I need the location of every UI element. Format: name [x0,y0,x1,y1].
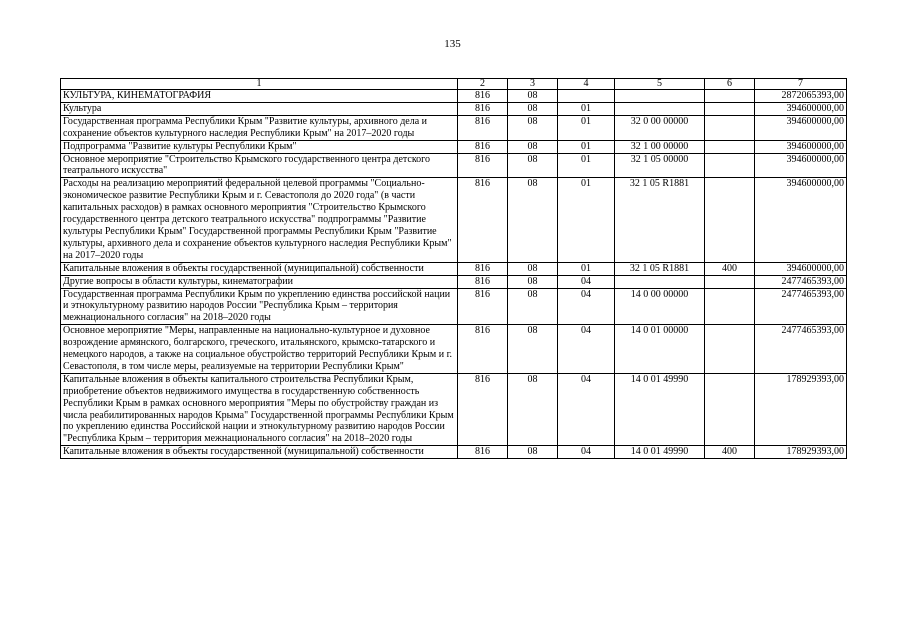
expense-type-cell: 400 [705,446,755,459]
page-number: 135 [444,38,461,50]
subsection-code-cell: 01 [558,102,615,115]
subsection-code-cell: 04 [558,373,615,445]
table-row [61,102,847,115]
amount-cell: 394600000,00 [755,115,847,140]
item-name-cell: Капитальные вложения в объекты государственной (муниципальной) собственности [61,262,458,275]
ministry-code-cell: 816 [458,373,508,445]
target-article-cell [615,90,705,103]
table-row [61,275,847,288]
item-name-cell: Капитальные вложения в объекты государственной (муниципальной) собственности [61,446,458,459]
item-name-cell: Капитальные вложения в объекты капитального строительства Республики Крым, приобретение объектов недвижимого имущества в государственную собственность Республики Крым в рамках основного мероприятия "Меры по обустройству граждан из числа реабилитированных народов Крыма" Государственной программы Республики Крым по укреплению единства Российской нации и этнокультурному развитию народов России "Республика Крым – территория межнационального согласия" на 2018–2020 годы [61,373,458,445]
ministry-code-cell: 816 [458,115,508,140]
subsection-code-cell: 04 [558,288,615,325]
ministry-code-cell: 816 [458,102,508,115]
section-code-cell: 08 [508,178,558,262]
column-header: 1 [61,79,458,90]
budget-table [60,78,847,459]
section-code-cell: 08 [508,275,558,288]
ministry-code-cell: 816 [458,446,508,459]
expense-type-cell [705,288,755,325]
subsection-code-cell: 01 [558,178,615,262]
section-code-cell: 08 [508,102,558,115]
subsection-code-cell: 01 [558,153,615,178]
target-article-cell: 32 1 05 R1881 [615,178,705,262]
column-header: 3 [508,79,558,90]
table-row [61,446,847,459]
subsection-code-cell: 04 [558,325,615,374]
expense-type-cell [705,325,755,374]
ministry-code-cell: 816 [458,90,508,103]
ministry-code-cell: 816 [458,275,508,288]
target-article-cell: 32 0 00 00000 [615,115,705,140]
item-name-cell: КУЛЬТУРА, КИНЕМАТОГРАФИЯ [61,90,458,103]
column-header: 5 [615,79,705,90]
expense-type-cell [705,178,755,262]
target-article-cell [615,102,705,115]
ministry-code-cell: 816 [458,153,508,178]
section-code-cell: 08 [508,153,558,178]
amount-cell: 178929393,00 [755,373,847,445]
amount-cell: 178929393,00 [755,446,847,459]
ministry-code-cell: 816 [458,325,508,374]
item-name-cell: Другие вопросы в области культуры, кинематографии [61,275,458,288]
ministry-code-cell: 816 [458,178,508,262]
expense-type-cell [705,90,755,103]
item-name-cell: Расходы на реализацию мероприятий федеральной целевой программы "Социально-экономическое развитие Республики Крым и г. Севастополя до 2020 года" (в части капитальных расходов) в рамках основного мероприятия "Строительство Крымского государственного центра детского театрального искусства" подпрограммы "Развитие культуры Республики Крым" Государственной программы Республики Крым "Развитие культуры, архивного дела и сохранение объектов культурного наследия Республики Крым" на 2017–2020 годы [61,178,458,262]
item-name-cell: Основное мероприятие "Строительство Крымского государственного центра детского театрального искусства" [61,153,458,178]
expense-type-cell [705,115,755,140]
item-name-cell: Государственная программа Республики Крым "Развитие культуры, архивного дела и сохранение объектов культурного наследия Республики Крым" на 2017–2020 годы [61,115,458,140]
amount-cell: 394600000,00 [755,153,847,178]
amount-cell: 2872065393,00 [755,90,847,103]
amount-cell: 394600000,00 [755,102,847,115]
ministry-code-cell: 816 [458,262,508,275]
section-code-cell: 08 [508,262,558,275]
ministry-code-cell: 816 [458,140,508,153]
table-row [61,288,847,325]
subsection-code-cell [558,90,615,103]
target-article-cell: 14 0 00 00000 [615,288,705,325]
subsection-code-cell: 04 [558,446,615,459]
expense-type-cell [705,102,755,115]
section-code-cell: 08 [508,140,558,153]
target-article-cell: 14 0 01 00000 [615,325,705,374]
subsection-code-cell: 01 [558,115,615,140]
expense-type-cell [705,153,755,178]
table-row [61,178,847,262]
amount-cell: 2477465393,00 [755,288,847,325]
table-row [61,153,847,178]
table-row [61,115,847,140]
section-code-cell: 08 [508,115,558,140]
ministry-code-cell: 816 [458,288,508,325]
header-row [61,79,847,90]
expense-type-cell [705,275,755,288]
target-article-cell: 32 1 00 00000 [615,140,705,153]
column-header: 7 [755,79,847,90]
subsection-code-cell: 01 [558,262,615,275]
section-code-cell: 08 [508,446,558,459]
amount-cell: 394600000,00 [755,178,847,262]
target-article-cell [615,275,705,288]
column-header: 4 [558,79,615,90]
section-code-cell: 08 [508,373,558,445]
column-header: 6 [705,79,755,90]
table-row [61,140,847,153]
section-code-cell: 08 [508,90,558,103]
table-row [61,373,847,445]
amount-cell: 394600000,00 [755,262,847,275]
target-article-cell: 32 1 05 R1881 [615,262,705,275]
amount-cell: 394600000,00 [755,140,847,153]
target-article-cell: 14 0 01 49990 [615,446,705,459]
column-header: 2 [458,79,508,90]
amount-cell: 2477465393,00 [755,325,847,374]
subsection-code-cell: 01 [558,140,615,153]
table-row [61,262,847,275]
item-name-cell: Культура [61,102,458,115]
item-name-cell: Государственная программа Республики Крым по укреплению единства российской нации и этнокультурному развитию народов России "Республика Крым – территория межнационального согласия" на 2018–2020 годы [61,288,458,325]
target-article-cell: 32 1 05 00000 [615,153,705,178]
table-row [61,325,847,374]
expense-type-cell [705,373,755,445]
target-article-cell: 14 0 01 49990 [615,373,705,445]
table-row [61,90,847,103]
expense-type-cell [705,140,755,153]
subsection-code-cell: 04 [558,275,615,288]
section-code-cell: 08 [508,288,558,325]
expense-type-cell: 400 [705,262,755,275]
section-code-cell: 08 [508,325,558,374]
item-name-cell: Подпрограмма "Развитие культуры Республики Крым" [61,140,458,153]
item-name-cell: Основное мероприятие "Меры, направленные на национально-культурное и духовное возрождение армянского, болгарского, греческого, итальянского, крымско-татарского и немецкого народов, а также на социальное обустройство территорий Республики Крым и г. Севастополя, в том числе меры, реализуемые на территории Республики Крым" [61,325,458,374]
amount-cell: 2477465393,00 [755,275,847,288]
